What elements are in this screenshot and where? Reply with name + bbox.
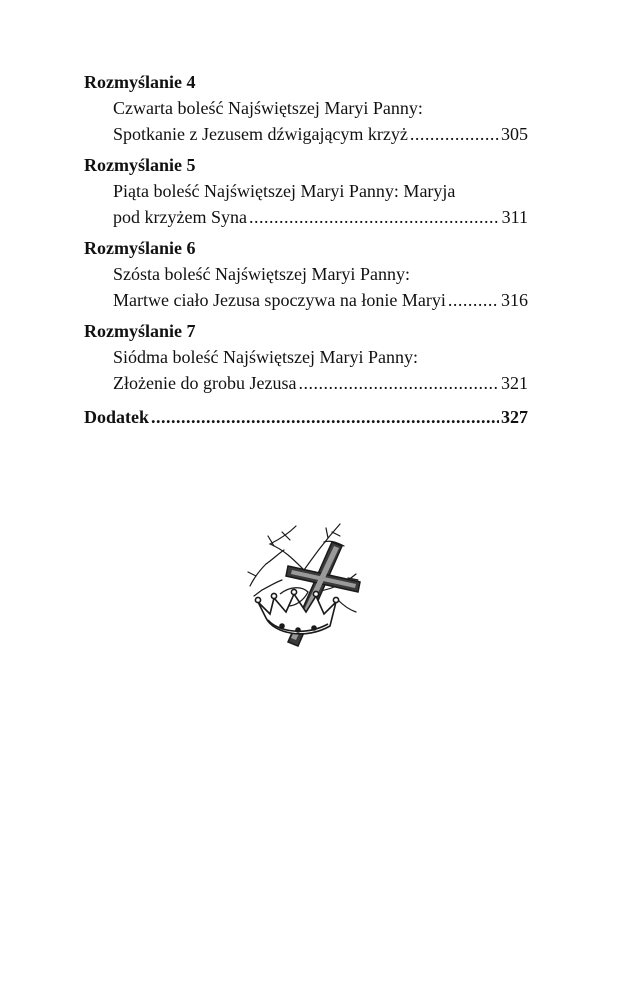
toc-entry-7: [84, 319, 528, 396]
entry-title-line-with-page: [84, 287, 528, 313]
entry-title-continuation: Spotkanie z Jezusem dźwigającym krzyż: [113, 124, 408, 144]
entry-title-continuation: pod krzyżem Syna: [113, 207, 247, 227]
entry-title-continuation: Martwe ciało Jezusa spoczywa na łonie Maryi: [113, 290, 446, 310]
entry-title-line-with-page: [84, 370, 528, 396]
dot-leader: [298, 370, 499, 396]
dot-leader: [410, 121, 499, 147]
entry-title-line-with-page: [84, 121, 528, 147]
table-of-contents: [84, 70, 528, 430]
page-number: 327: [501, 407, 528, 427]
entry-title-line: Piąta boleść Najświętszej Maryi Panny: Maryja: [113, 181, 456, 201]
entry-title-continuation: Złożenie do grobu Jezusa: [113, 373, 297, 393]
entry-title-line: Czwarta boleść Najświętszej Maryi Panny:: [113, 98, 423, 118]
toc-entry-5: [84, 153, 528, 230]
page-number: 311: [501, 207, 528, 227]
entry-title-line: Siódma boleść Najświętszej Maryi Panny:: [113, 347, 418, 367]
entry-title-line: Szósta boleść Najświętszej Maryi Panny:: [113, 264, 410, 284]
entry-heading: Rozmyślanie 5: [84, 155, 196, 175]
toc-entry-6: [84, 236, 528, 313]
toc-entry-appendix: [84, 404, 528, 430]
entry-heading: Rozmyślanie 6: [84, 238, 196, 258]
entry-heading: Rozmyślanie 4: [84, 72, 196, 92]
entry-title-line-with-page: [84, 204, 528, 230]
dot-leader: [448, 287, 499, 313]
page-number: 316: [501, 290, 528, 310]
cross-crown-thorns-icon: [244, 520, 366, 650]
appendix-label: Dodatek: [84, 407, 150, 427]
page-number: 305: [501, 124, 528, 144]
dot-leader: [249, 204, 500, 230]
toc-entry-4: [84, 70, 528, 147]
page-number: 321: [501, 373, 528, 393]
dot-leader: [151, 404, 499, 430]
entry-heading: Rozmyślanie 7: [84, 321, 196, 341]
